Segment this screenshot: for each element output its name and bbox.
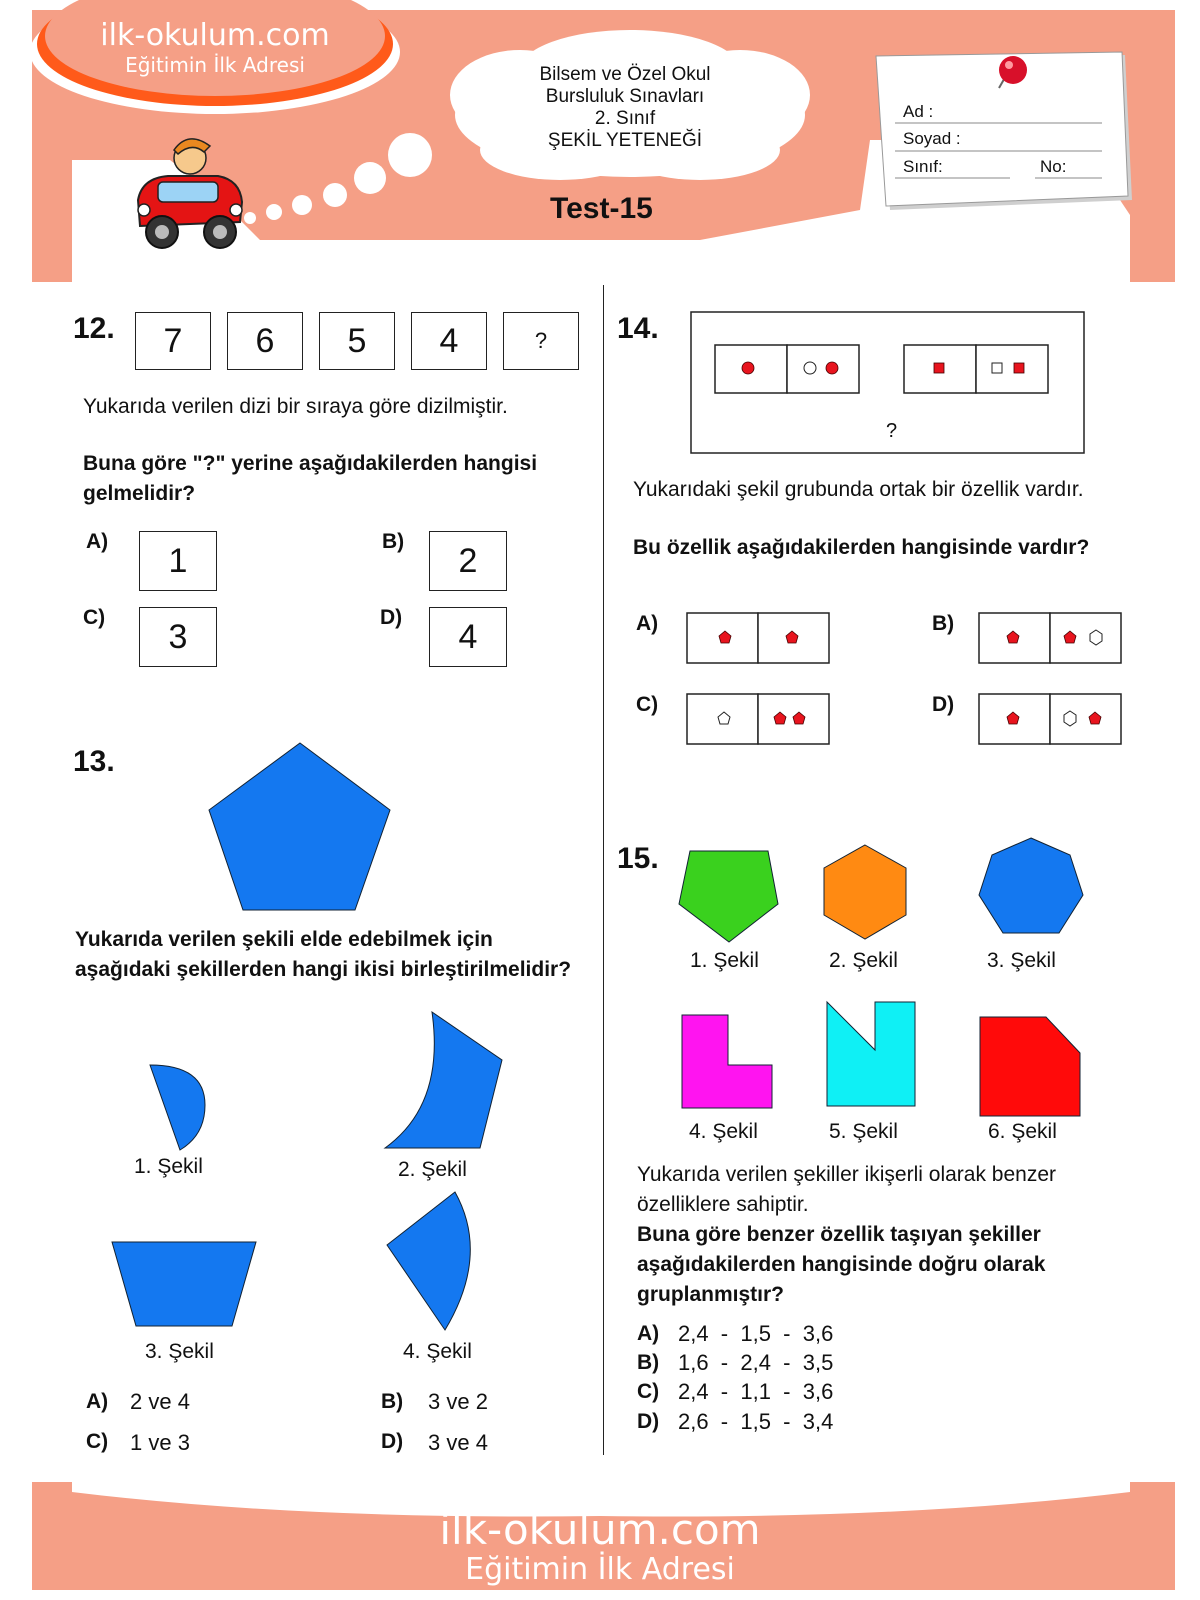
test-title: Test-15 [550, 192, 653, 225]
q15-number: 15. [617, 842, 659, 875]
cloud-line: ŞEKİL YETENEĞİ [547, 130, 703, 151]
q15-shape-2-hexagon [820, 842, 910, 942]
cartoon-car-icon [128, 130, 248, 255]
name-field-label: Ad : [903, 102, 934, 121]
q15-option-b[interactable]: 1,6 - 2,4 - 3,5 [678, 1350, 834, 1375]
sequence-box-unknown: ? [503, 312, 579, 370]
q15-option-a-label[interactable]: A) [637, 1322, 660, 1345]
q13-option-d[interactable]: 3 ve 4 [428, 1430, 488, 1455]
q15-caption-6: 6. Şekil [988, 1120, 1057, 1143]
header-motto: Eğitimin İlk Adresi [125, 53, 305, 77]
q13-pentagon [205, 740, 395, 915]
q13-number: 13. [73, 745, 115, 778]
q15-caption-3: 3. Şekil [987, 949, 1056, 972]
q15-caption-1: 1. Şekil [690, 949, 759, 972]
q13-option-d-label[interactable]: D) [381, 1430, 404, 1453]
q12-option-d[interactable]: 4 [429, 607, 507, 667]
header-site-name[interactable]: ilk-okulum.com [100, 18, 330, 53]
q14-option-d[interactable] [978, 693, 1124, 747]
footer-motto: Eğitimin İlk Adresi [465, 1552, 735, 1587]
class-field-label: Sınıf: [903, 157, 943, 176]
q15-option-a[interactable]: 2,4 - 1,5 - 3,6 [678, 1321, 834, 1346]
q13-question: Yukarıda verilen şekili elde edebilmek için aşağıdaki şekillerden hangi ikisi birleştirilmelidir? [75, 928, 572, 981]
q12-option-b-label[interactable]: B) [382, 530, 405, 553]
q14-option-c[interactable] [686, 693, 832, 747]
q14-option-d-label[interactable]: D) [932, 693, 955, 716]
sequence-box: 7 [135, 312, 211, 370]
q13-piece-3 [110, 1240, 260, 1330]
cloud-line: 2. Sınıf [594, 108, 656, 129]
q13-piece-1 [145, 1060, 215, 1155]
q12-option-c[interactable]: 3 [139, 607, 217, 667]
cloud-line: Bursluluk Sınavları [545, 86, 705, 107]
q13-option-c-label[interactable]: C) [86, 1430, 109, 1453]
q12-option-d-label[interactable]: D) [380, 606, 403, 629]
q13-caption-3: 3. Şekil [145, 1340, 214, 1363]
surname-field-label: Soyad : [903, 129, 961, 148]
q15-option-b-label[interactable]: B) [637, 1351, 660, 1374]
cloud-title [470, 64, 780, 152]
q15-shape-6-cut-square [978, 1015, 1083, 1120]
q12-question: Buna göre "?" yerine aşağıdakilerden hangisi gelmelidir? [83, 452, 538, 505]
q15-shape-3-heptagon [975, 835, 1087, 943]
sequence-box: 4 [411, 312, 487, 370]
sequence-box: 5 [319, 312, 395, 370]
q13-option-b[interactable]: 3 ve 2 [428, 1389, 488, 1414]
q15-stem: Yukarıda verilen şekiller ikişerli olarak benzer özelliklere sahiptir. [637, 1163, 1057, 1216]
q14-option-b-label[interactable]: B) [932, 612, 955, 635]
q13-caption-2: 2. Şekil [398, 1158, 467, 1181]
q13-caption-4: 4. Şekil [403, 1340, 472, 1363]
number-field-label: No: [1040, 157, 1067, 176]
q15-shape-4-l-shape [680, 1013, 775, 1111]
q13-piece-2 [380, 1010, 510, 1150]
q13-option-c[interactable]: 1 ve 3 [130, 1430, 190, 1455]
pushpin-icon [985, 50, 1035, 100]
q15-shape-1-pentagon [676, 848, 782, 946]
q12-option-c-label[interactable]: C) [83, 606, 106, 629]
q14-option-a[interactable] [686, 612, 832, 666]
q14-question-mark: ? [886, 420, 898, 442]
q13-option-a-label[interactable]: A) [86, 1390, 109, 1413]
q15-shape-5-notched [825, 1000, 920, 1110]
column-divider [603, 285, 604, 1455]
q14-stem: Yukarıdaki şekil grubunda ortak bir özellik vardır. [633, 478, 1084, 501]
q15-option-d-label[interactable]: D) [637, 1410, 660, 1433]
q15-option-c[interactable]: 2,4 - 1,1 - 3,6 [678, 1379, 834, 1404]
q13-caption-1: 1. Şekil [134, 1155, 203, 1178]
q15-option-c-label[interactable]: C) [637, 1380, 660, 1403]
q14-option-b[interactable] [978, 612, 1124, 666]
cloud-line: Bilsem ve Özel Okul [539, 64, 711, 85]
sequence-box: 6 [227, 312, 303, 370]
q12-option-a-label[interactable]: A) [86, 530, 109, 553]
q15-caption-4: 4. Şekil [689, 1120, 758, 1143]
q12-option-a[interactable]: 1 [139, 531, 217, 591]
q14-number: 14. [617, 312, 659, 345]
footer-site-name[interactable]: ilk-okulum.com [439, 1505, 761, 1554]
q13-option-b-label[interactable]: B) [381, 1390, 404, 1413]
q15-question: Buna göre benzer özellik taşıyan şekiller aşağıdakilerden hangisinde doğru olarak gruplanmıştır? [637, 1223, 1046, 1306]
q14-question: Bu özellik aşağıdakilerden hangisinde vardır? [633, 536, 1090, 559]
q14-option-a-label[interactable]: A) [636, 612, 659, 635]
q15-caption-5: 5. Şekil [829, 1120, 898, 1143]
q13-option-a[interactable]: 2 ve 4 [130, 1389, 190, 1414]
q14-option-c-label[interactable]: C) [636, 693, 659, 716]
q15-option-d[interactable]: 2,6 - 1,5 - 3,4 [678, 1409, 834, 1434]
q12-stem: Yukarıda verilen dizi bir sıraya göre dizilmiştir. [83, 395, 508, 418]
q12-number: 12. [73, 312, 115, 345]
q15-caption-2: 2. Şekil [829, 949, 898, 972]
q12-option-b[interactable]: 2 [429, 531, 507, 591]
q13-piece-4 [385, 1190, 485, 1335]
